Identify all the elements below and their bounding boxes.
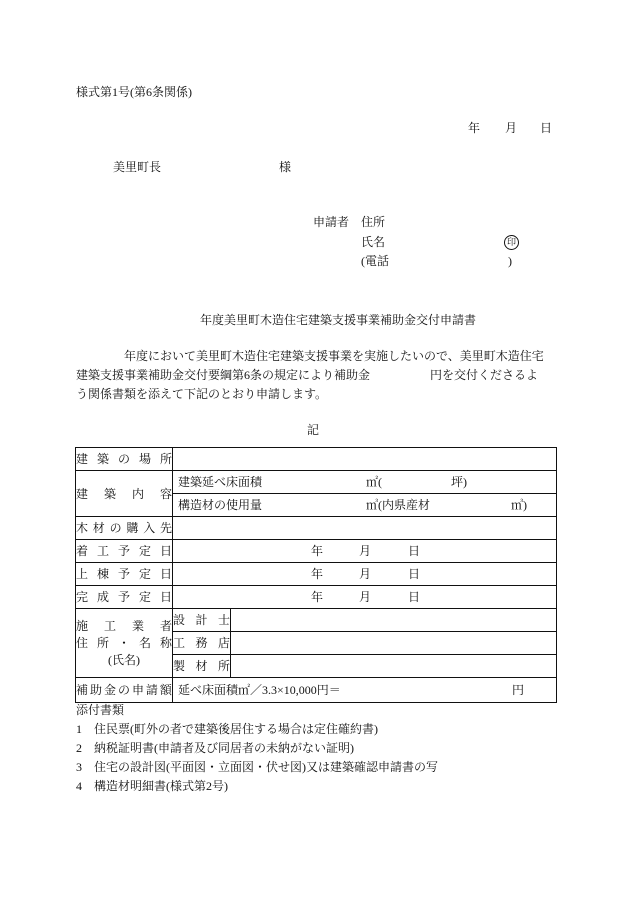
list-item: [76, 778, 228, 794]
contractor-label-line-3: (氏名): [108, 652, 140, 667]
attachment-text: 住民票(町外の者で建築後居住する場合は定住確約書): [94, 722, 378, 736]
subsidy-amount-label: 補 助 金 の 申 請 額: [76, 678, 173, 703]
form-number: 様式第1号(第6条関係): [76, 85, 192, 99]
applicant-phone-open: (電話: [361, 254, 389, 268]
floor-area-label: 建築延べ床面積: [178, 475, 263, 489]
body-line-3: う関係書類を添えて下記のとおり申請します。: [76, 387, 328, 401]
attachments-heading: 添付書類: [76, 703, 125, 717]
ki-heading: 記: [307, 423, 320, 437]
attachment-number: 4: [76, 779, 82, 793]
lumber-volume-cell: [173, 494, 557, 517]
builder-value: [231, 632, 557, 655]
date-month-label: 月: [359, 567, 372, 581]
table-row: [76, 609, 557, 632]
body-line-2a: 建築支援事業補助金交付要綱第6条の規定により補助金: [76, 368, 371, 382]
attachment-number: 3: [76, 760, 82, 774]
document-title: 年度美里町木造住宅建築支援事業補助金交付申請書: [200, 313, 477, 327]
attachment-number: 2: [76, 741, 82, 755]
date-month-label: 月: [505, 121, 518, 135]
date-day-label: 日: [408, 567, 421, 581]
start-date-value: [173, 540, 557, 563]
body-line-2b: 円を交付くださるよ: [430, 368, 539, 382]
framing-date-label: 上 棟 予 定 日: [76, 563, 173, 586]
contractor-label: [76, 609, 173, 678]
subsidy-amount-value: [173, 678, 557, 703]
date-year-label: 年: [468, 121, 481, 135]
body-line-1: 年度において美里町木造住宅建築支援事業を実施したいので、美里町木造住宅: [124, 349, 544, 363]
contractor-label-line-1: 施 工 業 者: [76, 618, 172, 633]
date-month-label: 月: [359, 590, 372, 604]
construction-location-value: [173, 448, 557, 471]
framing-date-value: [173, 563, 557, 586]
construction-content-label: 建 築 内 容: [76, 471, 173, 517]
applicant-name-label: 氏名: [361, 235, 386, 249]
sawmill-label: 製 材 所: [173, 655, 231, 678]
lumber-volume-label: 構造材の使用量: [178, 498, 263, 512]
table-row: [76, 540, 557, 563]
subsidy-formula: 延べ床面積㎡／3.3×10,000円＝: [178, 683, 341, 697]
attachment-text: 構造材明細書(様式第2号): [94, 779, 228, 793]
seal-mark: 印: [504, 235, 519, 250]
construction-location-label: 建 築 の 場 所: [76, 448, 173, 471]
floor-area-tsubo: 坪): [451, 475, 467, 489]
date-month-label: 月: [359, 544, 372, 558]
start-date-label: 着 工 予 定 日: [76, 540, 173, 563]
lumber-supplier-label: 木 材 の 購 入 先: [76, 517, 173, 540]
attachment-text: 納税証明書(申請者及び同居者の未納がない証明): [94, 741, 354, 755]
table-row: [76, 471, 557, 494]
date-year-label: 年: [311, 590, 324, 604]
attachment-number: 1: [76, 722, 82, 736]
addressee-honorific: 様: [279, 160, 292, 174]
addressee-name: 美里町長: [113, 160, 162, 174]
floor-area-unit: ㎡(: [366, 475, 382, 489]
table-row: [76, 586, 557, 609]
date-year-label: 年: [311, 544, 324, 558]
subsidy-unit: 円: [512, 683, 525, 697]
date-day-label: 日: [408, 544, 421, 558]
date-day-label: 日: [540, 121, 553, 135]
sawmill-value: [231, 655, 557, 678]
table-row: [76, 563, 557, 586]
lumber-volume-unit-close: ㎥): [511, 498, 527, 512]
table-row: [76, 678, 557, 703]
table-row: [76, 448, 557, 471]
date-day-label: 日: [408, 590, 421, 604]
lumber-volume-unit: ㎥(内県産材: [366, 498, 430, 512]
application-table: [75, 447, 557, 703]
lumber-supplier-value: [173, 517, 557, 540]
designer-label: 設 計 士: [173, 609, 231, 632]
builder-label: 工 務 店: [173, 632, 231, 655]
applicant-phone-close: ): [508, 254, 512, 268]
completion-date-label: 完 成 予 定 日: [76, 586, 173, 609]
table-row: [76, 517, 557, 540]
contractor-label-line-2: 住 所 ・ 名 称: [76, 635, 172, 650]
list-item: [76, 759, 438, 775]
attachment-text: 住宅の設計図(平面図・立面図・伏せ図)又は建築確認申請書の写: [94, 760, 438, 774]
applicant-label: 申請者: [313, 215, 350, 229]
list-item: [76, 721, 378, 737]
date-year-label: 年: [311, 567, 324, 581]
list-item: [76, 740, 354, 756]
floor-area-cell: [173, 471, 557, 494]
designer-value: [231, 609, 557, 632]
completion-date-value: [173, 586, 557, 609]
applicant-address-label: 住所: [361, 215, 386, 229]
